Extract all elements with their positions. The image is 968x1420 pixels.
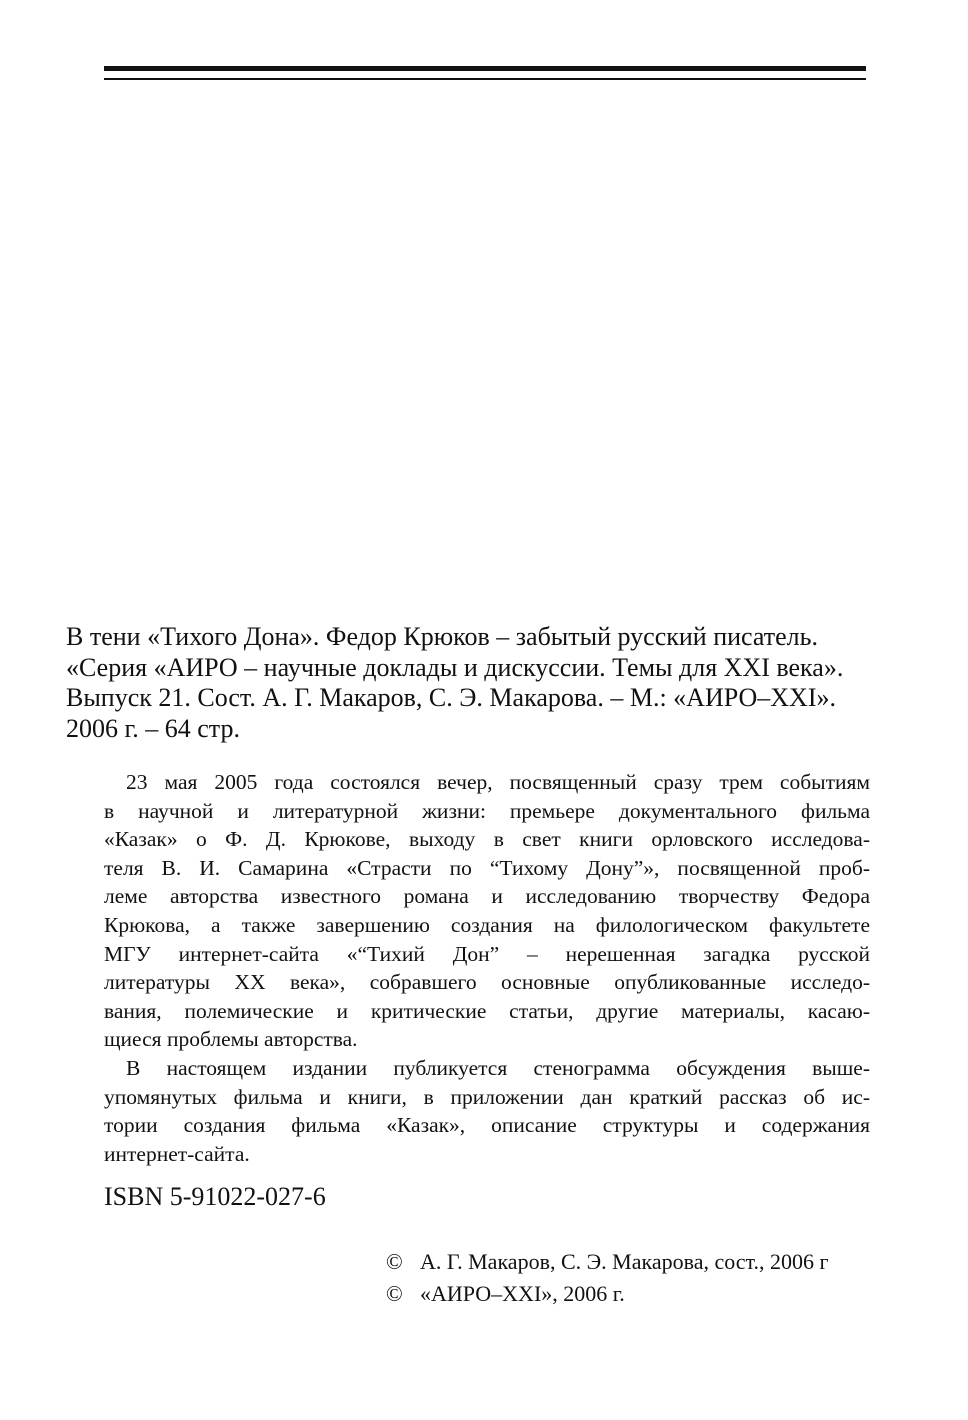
abstract-paragraph-2 [104,1054,870,1168]
abstract-line: интернет-сайта. [104,1141,250,1166]
copyright-symbol: © [386,1281,403,1306]
abstract-line: «Казак» о Ф. Д. Крюкове, выходу в свет книги орловского исследова- [104,827,870,852]
copyright-line [386,1246,829,1278]
abstract [104,768,870,1168]
abstract-line: теля В. И. Самарина «Страсти по “Тихому Дону”», посвященной проб- [104,855,870,880]
abstract-line: В настоящем издании публикуется стенограмма обсуждения выше- [126,1055,870,1080]
abstract-line: тории создания фильма «Казак», описание структуры и содержания [104,1113,870,1138]
biblio-line-year: 2006 г. – 64 стр. [66,713,240,743]
bibliographic-record [66,622,902,744]
copyright-block [386,1246,829,1310]
abstract-line: в научной и литературной жизни: премьере документального фильма [104,798,870,823]
abstract-line: литературы XX века», собравшего основные опубликованные исследо- [104,970,870,995]
abstract-line: щиеся проблемы авторства. [104,1027,358,1052]
copyright-symbol: © [386,1249,403,1274]
abstract-line: вания, полемические и критические статьи, другие материалы, касаю- [104,998,870,1023]
header-rule-thick [104,66,866,71]
abstract-line: МГУ интернет-сайта «“Тихий Дон” – нерешенная загадка русской [104,941,870,966]
abstract-line: леме авторства известного романа и исследованию творчеству Федора [104,884,870,909]
abstract-line: упомянутых фильма и книги, в приложении дан краткий рассказ об ис- [104,1084,870,1109]
header-rule-thin [104,78,866,80]
abstract-paragraph-1 [104,768,870,1054]
abstract-line: 23 мая 2005 года состоялся вечер, посвященный сразу трем событиям [126,770,870,794]
biblio-line-title: В тени «Тихого Дона». Федор Крюков – забытый русский писатель. [66,622,818,651]
copyright-line [386,1278,829,1310]
copyright-text: «АИРО–XXI», 2006 г. [420,1281,625,1306]
copyright-text: А. Г. Макаров, С. Э. Макарова, сост., 2006 г [420,1249,829,1274]
isbn: ISBN 5-91022-027-6 [104,1182,326,1211]
biblio-line-series: «Серия «АИРО – научные доклады и дискуссии. Темы для XXI века». [66,652,844,682]
abstract-line: Крюкова, а также завершению создания на филологическом факультете [104,912,870,937]
biblio-line-issue: Выпуск 21. Сост. А. Г. Макаров, С. Э. Макарова. – М.: «АИРО–XXI». [66,683,836,712]
